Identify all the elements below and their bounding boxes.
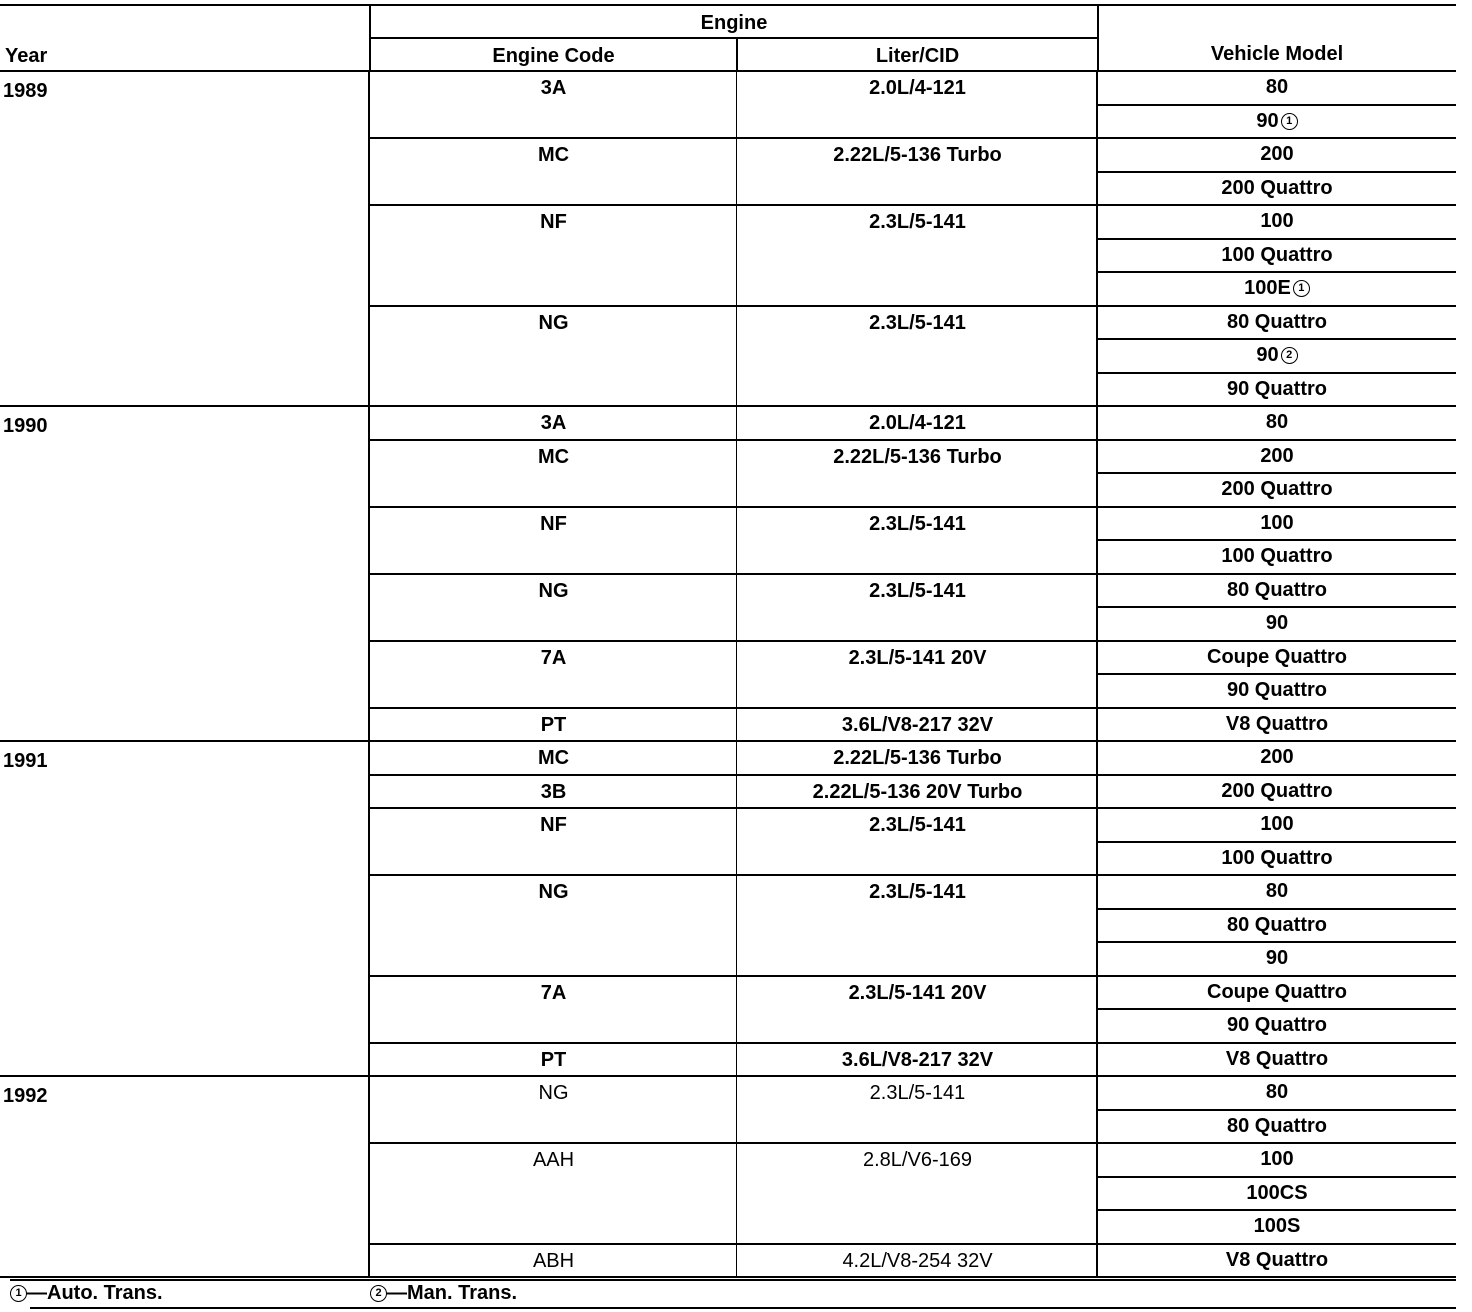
vehicle-model: 200 Quattro xyxy=(1221,779,1333,802)
vehicle-model: 90 Quattro xyxy=(1226,679,1328,701)
liter-cid-header: Liter/CID xyxy=(875,45,960,67)
model-separator xyxy=(1098,606,1456,608)
circled-two-icon: 2 xyxy=(370,1285,387,1302)
vehicle-model: 100 xyxy=(1260,511,1294,534)
year-separator xyxy=(0,405,1456,407)
model-separator xyxy=(1098,941,1456,943)
legend-manual-text: —Man. Trans. xyxy=(387,1282,518,1304)
engine-code: NG xyxy=(538,579,569,602)
model-separator xyxy=(1098,338,1456,340)
model-separator xyxy=(1098,472,1456,474)
liter-cid: 2.0L/4-121 xyxy=(869,412,966,434)
vehicle-model: 80 Quattro xyxy=(1226,1114,1328,1137)
header-divider-left xyxy=(369,4,371,71)
liter-cid: 2.0L/4-121 xyxy=(869,77,966,99)
vehicle-model: 100 xyxy=(1260,813,1294,835)
vehicle-model: 90 Quattro xyxy=(1226,1014,1328,1036)
liter-cid: 3.6L/V8-217 32V xyxy=(841,1048,994,1071)
engine-code-header: Engine Code xyxy=(492,45,615,67)
liter-cid: 2.22L/5-136 Turbo xyxy=(833,747,1002,769)
vehicle-model xyxy=(1098,110,1456,132)
group-separator xyxy=(370,439,1456,441)
vehicle-model: 80 Quattro xyxy=(1226,913,1328,936)
liter-cid: 2.8L/V6-169 xyxy=(863,1149,972,1171)
model-separator xyxy=(1098,1209,1456,1211)
engine-code: 7A xyxy=(540,981,567,1004)
engine-code: NF xyxy=(540,512,567,535)
model-separator xyxy=(1098,1008,1456,1010)
vehicle-model xyxy=(1098,344,1456,366)
liter-cid: 4.2L/V8-254 32V xyxy=(842,1249,993,1272)
vehicle-model-name: 90 xyxy=(1256,344,1279,366)
engine-code: MC xyxy=(537,747,570,769)
vehicle-model: 200 Quattro xyxy=(1221,478,1333,500)
group-separator xyxy=(370,506,1456,508)
model-separator xyxy=(1098,171,1456,173)
vehicle-model xyxy=(1098,277,1456,299)
circled-one-icon: 1 xyxy=(10,1285,27,1302)
engine-code: 3B xyxy=(540,780,567,803)
engine-sub-rule xyxy=(370,37,1098,39)
legend-bottom-rule xyxy=(30,1307,1456,1309)
legend-manual xyxy=(368,1282,517,1304)
year-label: 1991 xyxy=(3,750,48,772)
vehicle-model: 200 xyxy=(1260,746,1294,768)
liter-cid: 2.3L/5-141 20V xyxy=(848,981,987,1004)
group-separator xyxy=(370,807,1456,809)
vehicle-model: V8 Quattro xyxy=(1225,1248,1329,1271)
vehicle-model: V8 Quattro xyxy=(1225,1047,1329,1070)
vehicle-model-name: 100E xyxy=(1244,277,1291,299)
vehicle-model: 200 xyxy=(1260,444,1294,467)
header-bottom-rule xyxy=(0,70,1456,72)
year-header: Year xyxy=(5,45,48,67)
model-separator xyxy=(1098,1109,1456,1111)
group-separator xyxy=(370,137,1456,139)
vehicle-model: 200 Quattro xyxy=(1221,176,1333,199)
vehicle-model-name: 90 xyxy=(1256,109,1279,132)
group-separator xyxy=(370,204,1456,206)
liter-cid: 2.3L/5-141 xyxy=(869,579,966,602)
vehicle-model: V8 Quattro xyxy=(1225,712,1329,735)
liter-cid: 2.3L/5-141 xyxy=(869,814,966,836)
vehicle-model: 90 Quattro xyxy=(1226,377,1328,400)
engine-code: 3A xyxy=(540,412,567,434)
engine-code: 7A xyxy=(540,646,567,669)
model-separator xyxy=(1098,841,1456,843)
engine-code: MC xyxy=(537,445,570,468)
model-separator xyxy=(1098,271,1456,273)
column-divider-model xyxy=(1096,71,1098,1277)
group-separator xyxy=(370,707,1456,709)
legend-auto xyxy=(8,1282,163,1304)
vehicle-model-header: Vehicle Model xyxy=(1210,43,1344,65)
vehicle-model: 100 xyxy=(1260,210,1294,232)
liter-cid: 2.3L/5-141 xyxy=(869,512,966,535)
engine-code: NF xyxy=(540,814,567,836)
liter-cid: 2.22L/5-136 Turbo xyxy=(833,144,1002,166)
engine-code: NG xyxy=(538,311,569,334)
model-separator xyxy=(1098,372,1456,374)
legend-auto-text: —Auto. Trans. xyxy=(27,1282,163,1304)
year-separator xyxy=(0,740,1456,742)
engine-code: 3A xyxy=(540,77,567,99)
group-separator xyxy=(370,305,1456,307)
vehicle-model: 100S xyxy=(1253,1215,1301,1237)
group-separator xyxy=(370,573,1456,575)
vehicle-model: 100CS xyxy=(1246,1181,1308,1204)
vehicle-model: 100 Quattro xyxy=(1221,846,1333,869)
model-separator xyxy=(1098,238,1456,240)
liter-cid: 3.6L/V8-217 32V xyxy=(841,713,994,736)
engine-code: PT xyxy=(540,713,567,736)
circled-two-icon: 2 xyxy=(1281,347,1298,364)
vehicle-model: 80 xyxy=(1265,76,1289,98)
engine-code: PT xyxy=(540,1048,567,1071)
table-bottom-rule xyxy=(0,1276,1456,1278)
column-divider-code xyxy=(368,71,370,1277)
year-label: 1992 xyxy=(3,1085,48,1107)
liter-cid: 2.3L/5-141 xyxy=(869,311,966,334)
model-separator xyxy=(1098,673,1456,675)
vehicle-model: 90 xyxy=(1265,947,1289,969)
model-separator xyxy=(1098,539,1456,541)
group-separator xyxy=(370,774,1456,776)
year-separator xyxy=(0,1075,1456,1077)
vehicle-model: 100 Quattro xyxy=(1221,545,1333,567)
engine-header: Engine xyxy=(700,12,768,34)
circled-one-icon: 1 xyxy=(1281,113,1298,130)
vehicle-model: Coupe Quattro xyxy=(1207,980,1347,1003)
liter-cid: 2.22L/5-136 20V Turbo xyxy=(812,780,1023,803)
liter-cid: 2.3L/5-141 xyxy=(869,881,966,903)
column-divider-liter xyxy=(736,71,738,1277)
group-separator xyxy=(370,640,1456,642)
engine-code: AAH xyxy=(532,1149,575,1171)
engine-code: ABH xyxy=(532,1249,575,1272)
vehicle-model: Coupe Quattro xyxy=(1207,645,1347,668)
vehicle-model: 80 Quattro xyxy=(1226,310,1328,333)
legend-top-rule xyxy=(10,1279,1456,1281)
vehicle-model: 90 xyxy=(1265,612,1289,634)
model-separator xyxy=(1098,908,1456,910)
vehicle-model: 100 Quattro xyxy=(1221,243,1333,266)
vehicle-model: 80 xyxy=(1265,880,1289,902)
engine-code: MC xyxy=(537,144,570,166)
top-rule xyxy=(0,4,1456,6)
circled-one-icon: 1 xyxy=(1293,280,1310,297)
liter-cid: 2.3L/5-141 xyxy=(869,1082,966,1104)
liter-cid: 2.22L/5-136 Turbo xyxy=(833,445,1002,468)
vehicle-model: 100 xyxy=(1260,1148,1294,1170)
engine-code: NG xyxy=(538,881,569,903)
model-separator xyxy=(1098,104,1456,106)
header-divider-right xyxy=(1097,4,1099,71)
year-label: 1990 xyxy=(3,415,48,437)
vehicle-model: 80 xyxy=(1265,1081,1289,1103)
group-separator xyxy=(370,874,1456,876)
vehicle-model: 80 xyxy=(1265,411,1289,433)
vehicle-model: 200 xyxy=(1260,143,1294,165)
vehicle-model: 80 Quattro xyxy=(1226,578,1328,601)
group-separator xyxy=(370,1042,1456,1044)
engine-code: NF xyxy=(540,211,567,233)
group-separator xyxy=(370,1142,1456,1144)
year-label: 1989 xyxy=(3,80,48,102)
liter-cid: 2.3L/5-141 xyxy=(869,211,966,233)
group-separator xyxy=(370,1243,1456,1245)
model-separator xyxy=(1098,1176,1456,1178)
header-divider-mid xyxy=(736,38,738,71)
liter-cid: 2.3L/5-141 20V xyxy=(848,646,987,669)
group-separator xyxy=(370,975,1456,977)
engine-code: NG xyxy=(538,1082,569,1104)
